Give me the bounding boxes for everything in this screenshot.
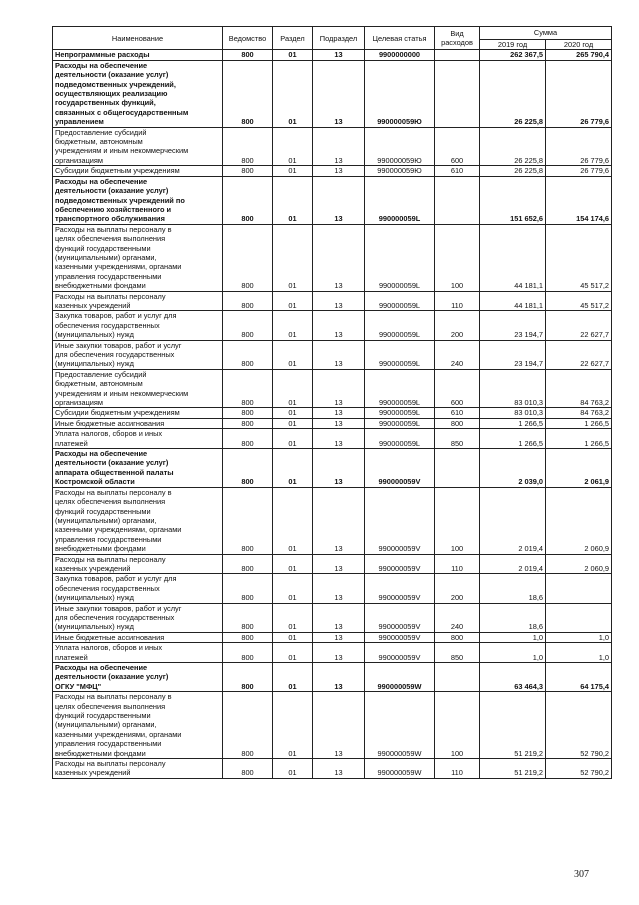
exp-type-cell: 610: [435, 166, 480, 176]
dept-cell: 800: [223, 759, 273, 779]
name-cell: Уплата налогов, сборов и иных платежей: [53, 643, 223, 663]
exp-type-cell: [435, 60, 480, 127]
subsection-cell: 13: [313, 487, 365, 554]
header-name: Наименование: [53, 27, 223, 50]
target-cell: 990000059L: [365, 340, 435, 369]
name-cell: Субсидии бюджетным учреждениям: [53, 408, 223, 418]
section-cell: 01: [273, 176, 313, 224]
subsection-cell: 13: [313, 340, 365, 369]
section-cell: 01: [273, 429, 313, 449]
exp-type-cell: 200: [435, 311, 480, 340]
dept-cell: 800: [223, 487, 273, 554]
sum-2019-cell: 151 652,6: [480, 176, 546, 224]
target-cell: 9900000000: [365, 50, 435, 60]
subsection-cell: 13: [313, 418, 365, 428]
table-row: [53, 418, 612, 428]
table-row: [53, 487, 612, 554]
table-row: [53, 408, 612, 418]
dept-cell: 800: [223, 50, 273, 60]
exp-type-cell: 800: [435, 418, 480, 428]
header-exp-type: Вид расходов: [435, 27, 480, 50]
target-cell: 990000059V: [365, 643, 435, 663]
dept-cell: 800: [223, 60, 273, 127]
header-subsection: Подраздел: [313, 27, 365, 50]
target-cell: 990000059Ю: [365, 127, 435, 166]
exp-type-cell: 110: [435, 291, 480, 311]
section-cell: 01: [273, 50, 313, 60]
sum-2020-cell: 2 060,9: [546, 554, 612, 574]
budget-table: [52, 26, 612, 779]
target-cell: 990000059V: [365, 554, 435, 574]
target-cell: 990000059Ю: [365, 166, 435, 176]
dept-cell: 800: [223, 311, 273, 340]
exp-type-cell: 240: [435, 603, 480, 632]
name-cell: Закупка товаров, работ и услуг для обеспечения государственных (муниципальных) нужд: [53, 574, 223, 603]
name-cell: Непрограммные расходы: [53, 50, 223, 60]
sum-2020-cell: 26 779,6: [546, 60, 612, 127]
section-cell: 01: [273, 663, 313, 692]
sum-2019-cell: 18,6: [480, 603, 546, 632]
sum-2019-cell: 2 019,4: [480, 487, 546, 554]
sum-2020-cell: 1 266,5: [546, 429, 612, 449]
target-cell: 990000059L: [365, 176, 435, 224]
name-cell: Расходы на выплаты персоналу казенных учреждений: [53, 291, 223, 311]
subsection-cell: 13: [313, 632, 365, 642]
name-cell: Иные закупки товаров, работ и услуг для обеспечения государственных (муниципальных) нужд: [53, 603, 223, 632]
sum-2020-cell: 1,0: [546, 632, 612, 642]
sum-2020-cell: 64 175,4: [546, 663, 612, 692]
subsection-cell: 13: [313, 60, 365, 127]
table-row: [53, 50, 612, 60]
target-cell: 990000059Ю: [365, 60, 435, 127]
section-cell: 01: [273, 311, 313, 340]
subsection-cell: 13: [313, 408, 365, 418]
table-row: [53, 311, 612, 340]
name-cell: Предоставление субсидий бюджетным, автономным учреждениям и иным некоммерческим организациям: [53, 369, 223, 408]
table-row: [53, 449, 612, 488]
sum-2020-cell: 45 517,2: [546, 224, 612, 291]
name-cell: Расходы на обеспечение деятельности (оказание услуг) подведомственных учреждений, осуществляющих реализацию государственных функций, связанных с общегосударственным управлением: [53, 60, 223, 127]
sum-2020-cell: 1 266,5: [546, 418, 612, 428]
subsection-cell: 13: [313, 291, 365, 311]
section-cell: 01: [273, 487, 313, 554]
target-cell: 990000059V: [365, 603, 435, 632]
section-cell: 01: [273, 574, 313, 603]
name-cell: Расходы на обеспечение деятельности (оказание услуг) аппарата общественной палаты Костромской области: [53, 449, 223, 488]
dept-cell: 800: [223, 224, 273, 291]
dept-cell: 800: [223, 663, 273, 692]
target-cell: 990000059L: [365, 429, 435, 449]
section-cell: 01: [273, 449, 313, 488]
name-cell: Предоставление субсидий бюджетным, автономным учреждениям и иным некоммерческим организациям: [53, 127, 223, 166]
page-number: 307: [574, 869, 589, 880]
exp-type-cell: 850: [435, 643, 480, 663]
target-cell: 990000059W: [365, 692, 435, 759]
section-cell: 01: [273, 224, 313, 291]
section-cell: 01: [273, 643, 313, 663]
sum-2020-cell: 22 627,7: [546, 311, 612, 340]
exp-type-cell: 110: [435, 554, 480, 574]
table-row: [53, 127, 612, 166]
sum-2020-cell: 265 790,4: [546, 50, 612, 60]
target-cell: 990000059V: [365, 632, 435, 642]
name-cell: Расходы на выплаты персоналу в целях обеспечения выполнения функций государственными (муниципальными) органами, казенными учреждениями, органами управления государственными внебюджетными фондами: [53, 487, 223, 554]
section-cell: 01: [273, 340, 313, 369]
section-cell: 01: [273, 166, 313, 176]
table-row: [53, 554, 612, 574]
sum-2019-cell: 26 225,8: [480, 60, 546, 127]
dept-cell: 800: [223, 291, 273, 311]
subsection-cell: 13: [313, 643, 365, 663]
sum-2020-cell: 52 790,2: [546, 692, 612, 759]
section-cell: 01: [273, 369, 313, 408]
name-cell: Иные бюджетные ассигнования: [53, 632, 223, 642]
target-cell: 990000059V: [365, 449, 435, 488]
dept-cell: 800: [223, 166, 273, 176]
section-cell: 01: [273, 408, 313, 418]
sum-2019-cell: 51 219,2: [480, 692, 546, 759]
dept-cell: 800: [223, 449, 273, 488]
subsection-cell: 13: [313, 574, 365, 603]
subsection-cell: 13: [313, 369, 365, 408]
dept-cell: 800: [223, 692, 273, 759]
sum-2019-cell: 44 181,1: [480, 224, 546, 291]
sum-2019-cell: 1,0: [480, 632, 546, 642]
sum-2020-cell: [546, 574, 612, 603]
table-row: [53, 340, 612, 369]
sum-2020-cell: 45 517,2: [546, 291, 612, 311]
table-row: [53, 166, 612, 176]
exp-type-cell: 240: [435, 340, 480, 369]
sum-2019-cell: 2 019,4: [480, 554, 546, 574]
sum-2019-cell: 44 181,1: [480, 291, 546, 311]
sum-2019-cell: 1,0: [480, 643, 546, 663]
target-cell: 990000059L: [365, 311, 435, 340]
name-cell: Расходы на обеспечение деятельности (оказание услуг) ОГКУ "МФЦ": [53, 663, 223, 692]
table-row: [53, 429, 612, 449]
exp-type-cell: [435, 176, 480, 224]
sum-2020-cell: 26 779,6: [546, 127, 612, 166]
sum-2019-cell: 23 194,7: [480, 340, 546, 369]
exp-type-cell: [435, 663, 480, 692]
table-row: [53, 643, 612, 663]
exp-type-cell: 800: [435, 632, 480, 642]
section-cell: 01: [273, 692, 313, 759]
exp-type-cell: 610: [435, 408, 480, 418]
header-section: Раздел: [273, 27, 313, 50]
subsection-cell: 13: [313, 224, 365, 291]
name-cell: Расходы на выплаты персоналу в целях обеспечения выполнения функций государственными (муниципальными) органами, казенными учреждениями, органами управления государственными внебюджетными фондами: [53, 224, 223, 291]
name-cell: Расходы на выплаты персоналу казенных учреждений: [53, 554, 223, 574]
exp-type-cell: [435, 50, 480, 60]
name-cell: Расходы на выплаты персоналу в целях обеспечения выполнения функций государственными (муниципальными) органами, казенными учреждениями, органами управления государственными внебюджетными фондами: [53, 692, 223, 759]
section-cell: 01: [273, 60, 313, 127]
sum-2020-cell: 154 174,6: [546, 176, 612, 224]
target-cell: 990000059L: [365, 408, 435, 418]
subsection-cell: 13: [313, 166, 365, 176]
dept-cell: 800: [223, 574, 273, 603]
section-cell: 01: [273, 554, 313, 574]
table-row: [53, 291, 612, 311]
subsection-cell: 13: [313, 663, 365, 692]
header-year-2020: 2020 год: [546, 40, 612, 50]
sum-2019-cell: 83 010,3: [480, 408, 546, 418]
header-target: Целевая статья: [365, 27, 435, 50]
exp-type-cell: 600: [435, 369, 480, 408]
dept-cell: 800: [223, 369, 273, 408]
table-row: [53, 176, 612, 224]
header-year-2019: 2019 год: [480, 40, 546, 50]
dept-cell: 800: [223, 408, 273, 418]
sum-2019-cell: 1 266,5: [480, 418, 546, 428]
name-cell: Иные бюджетные ассигнования: [53, 418, 223, 428]
target-cell: 990000059L: [365, 369, 435, 408]
sum-2020-cell: 52 790,2: [546, 759, 612, 779]
exp-type-cell: 100: [435, 224, 480, 291]
exp-type-cell: 110: [435, 759, 480, 779]
sum-2019-cell: 23 194,7: [480, 311, 546, 340]
exp-type-cell: 850: [435, 429, 480, 449]
section-cell: 01: [273, 759, 313, 779]
exp-type-cell: 200: [435, 574, 480, 603]
table-row: [53, 224, 612, 291]
table-body: [53, 50, 612, 778]
target-cell: 990000059V: [365, 487, 435, 554]
sum-2019-cell: 18,6: [480, 574, 546, 603]
target-cell: 990000059W: [365, 759, 435, 779]
sum-2020-cell: 2 060,9: [546, 487, 612, 554]
dept-cell: 800: [223, 176, 273, 224]
section-cell: 01: [273, 632, 313, 642]
table-row: [53, 603, 612, 632]
name-cell: Расходы на обеспечение деятельности (оказание услуг) подведомственных учреждений по обеспечению хозяйственного и транспортного обслуживания: [53, 176, 223, 224]
dept-cell: 800: [223, 429, 273, 449]
sum-2019-cell: 1 266,5: [480, 429, 546, 449]
sum-2019-cell: 262 367,5: [480, 50, 546, 60]
header-dept: Ведомство: [223, 27, 273, 50]
sum-2020-cell: 84 763,2: [546, 408, 612, 418]
section-cell: 01: [273, 418, 313, 428]
sum-2020-cell: 2 061,9: [546, 449, 612, 488]
section-cell: 01: [273, 291, 313, 311]
sum-2019-cell: 51 219,2: [480, 759, 546, 779]
name-cell: Субсидии бюджетным учреждениям: [53, 166, 223, 176]
sum-2019-cell: 2 039,0: [480, 449, 546, 488]
subsection-cell: 13: [313, 603, 365, 632]
sum-2019-cell: 83 010,3: [480, 369, 546, 408]
dept-cell: 800: [223, 418, 273, 428]
subsection-cell: 13: [313, 429, 365, 449]
header-sum: Сумма: [480, 27, 612, 40]
subsection-cell: 13: [313, 127, 365, 166]
table-row: [53, 663, 612, 692]
subsection-cell: 13: [313, 50, 365, 60]
section-cell: 01: [273, 127, 313, 166]
sum-2020-cell: 1,0: [546, 643, 612, 663]
sum-2019-cell: 26 225,8: [480, 127, 546, 166]
subsection-cell: 13: [313, 311, 365, 340]
table-row: [53, 632, 612, 642]
target-cell: 990000059L: [365, 418, 435, 428]
table-row: [53, 574, 612, 603]
dept-cell: 800: [223, 340, 273, 369]
target-cell: 990000059V: [365, 574, 435, 603]
dept-cell: 800: [223, 643, 273, 663]
sum-2019-cell: 63 464,3: [480, 663, 546, 692]
dept-cell: 800: [223, 127, 273, 166]
table-row: [53, 759, 612, 779]
name-cell: Закупка товаров, работ и услуг для обеспечения государственных (муниципальных) нужд: [53, 311, 223, 340]
sum-2019-cell: 26 225,8: [480, 166, 546, 176]
name-cell: Уплата налогов, сборов и иных платежей: [53, 429, 223, 449]
exp-type-cell: [435, 449, 480, 488]
exp-type-cell: 600: [435, 127, 480, 166]
subsection-cell: 13: [313, 692, 365, 759]
subsection-cell: 13: [313, 759, 365, 779]
name-cell: Иные закупки товаров, работ и услуг для обеспечения государственных (муниципальных) нужд: [53, 340, 223, 369]
sum-2020-cell: 22 627,7: [546, 340, 612, 369]
target-cell: 990000059L: [365, 291, 435, 311]
dept-cell: 800: [223, 554, 273, 574]
table-row: [53, 60, 612, 127]
sum-2020-cell: 84 763,2: [546, 369, 612, 408]
exp-type-cell: 100: [435, 692, 480, 759]
exp-type-cell: 100: [435, 487, 480, 554]
section-cell: 01: [273, 603, 313, 632]
subsection-cell: 13: [313, 449, 365, 488]
subsection-cell: 13: [313, 176, 365, 224]
subsection-cell: 13: [313, 554, 365, 574]
target-cell: 990000059L: [365, 224, 435, 291]
dept-cell: 800: [223, 632, 273, 642]
table-row: [53, 692, 612, 759]
sum-2020-cell: [546, 603, 612, 632]
target-cell: 990000059W: [365, 663, 435, 692]
sum-2020-cell: 26 779,6: [546, 166, 612, 176]
dept-cell: 800: [223, 603, 273, 632]
table-row: [53, 369, 612, 408]
name-cell: Расходы на выплаты персоналу казенных учреждений: [53, 759, 223, 779]
